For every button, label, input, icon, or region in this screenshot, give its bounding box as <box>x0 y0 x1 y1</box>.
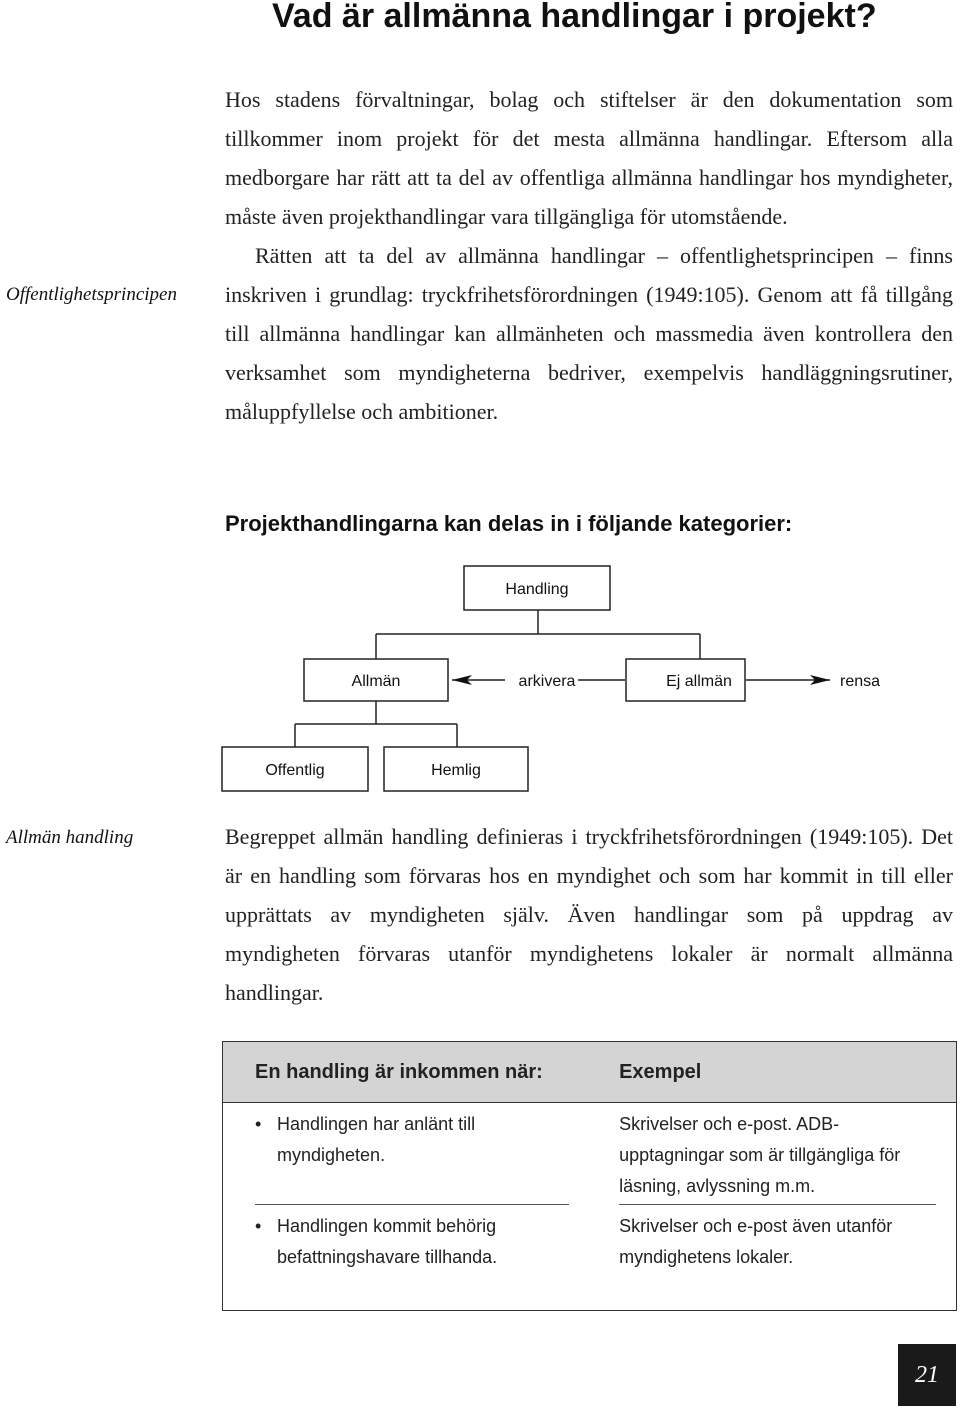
inkommen-table <box>222 1041 957 1311</box>
table-cell-condition: • Handlingen kommit behörig befattningshavare tillhanda. <box>255 1211 569 1273</box>
node-label-hemlig: Hemlig <box>431 762 481 779</box>
table-row <box>223 1205 957 1311</box>
node-label-allman: Allmän <box>351 673 401 690</box>
page-title: Vad är allmänna handlingar i projekt? <box>272 0 877 35</box>
margin-note-offentlighetsprincipen: Offentlighetsprincipen <box>6 284 177 305</box>
node-label-ej-allman: Ej allmän <box>666 673 732 690</box>
page-number: 21 <box>898 1344 956 1406</box>
intro-paragraph-2: Rätten att ta del av allmänna handlingar – offentlighetsprincipen – finns inskriven i grundlag: tryckfrihetsförordningen (1949:105). Genom att få tillgång till allmänna handlingar kan allmänheten och massmedia även kontrollera den verksamhet som myndigheterna bedriver, exempelvis handläggningsrutiner, måluppfyllelse och ambitioner. <box>225 243 953 424</box>
table-header-example: Exempel <box>589 1042 956 1103</box>
node-label-offentlig: Offentlig <box>265 762 325 779</box>
table-row <box>223 1103 957 1205</box>
table-header-condition: En handling är inkommen när: <box>223 1042 590 1103</box>
table-cell-example: Skrivelser och e-post. ADB-upptagningar som är tillgängliga för läsning, avlyssning m.m. <box>619 1114 901 1196</box>
definition-text <box>225 817 953 1012</box>
node-offentlig <box>222 747 368 791</box>
intro-paragraph-1: Hos stadens förvaltningar, bolag och stiftelser är den dokumentation som tillkommer inom projekt för det mesta allmänna handlingar. Eftersom alla medborgare har rätt att ta del av offentliga allmänna handlingar hos myndigheter, måste även projekthandlingar vara tillgängliga för utomstående. <box>225 87 953 229</box>
table-header-row <box>223 1042 957 1103</box>
margin-note-allman-handling: Allmän handling <box>6 827 134 848</box>
label-rensa: rensa <box>839 673 881 690</box>
node-hemlig <box>384 747 528 791</box>
table-cell-example: Skrivelser och e-post även utanför myndighetens lokaler. <box>619 1216 893 1267</box>
definition-paragraph: Begreppet allmän handling definieras i tryckfrihetsförordningen (1949:105). Det är en handling som förvaras hos en myndighet och som har kommit in till eller upprättats av myndigheten själv. Även handlingar som på uppdrag av myndigheten förvaras utanför myndighetens lokaler är normalt allmänna handlingar. <box>225 824 953 1005</box>
table-cell-condition: • Handlingen har anlänt till myndigheten. <box>255 1109 569 1171</box>
node-allman <box>304 659 448 701</box>
node-label-handling: Handling <box>505 581 569 598</box>
label-arkivera: arkivera <box>518 673 576 690</box>
node-handling <box>464 566 610 610</box>
node-ej-allman <box>626 659 745 701</box>
categories-heading: Projekthandlingarna kan delas in i följande kategorier: <box>225 511 793 536</box>
